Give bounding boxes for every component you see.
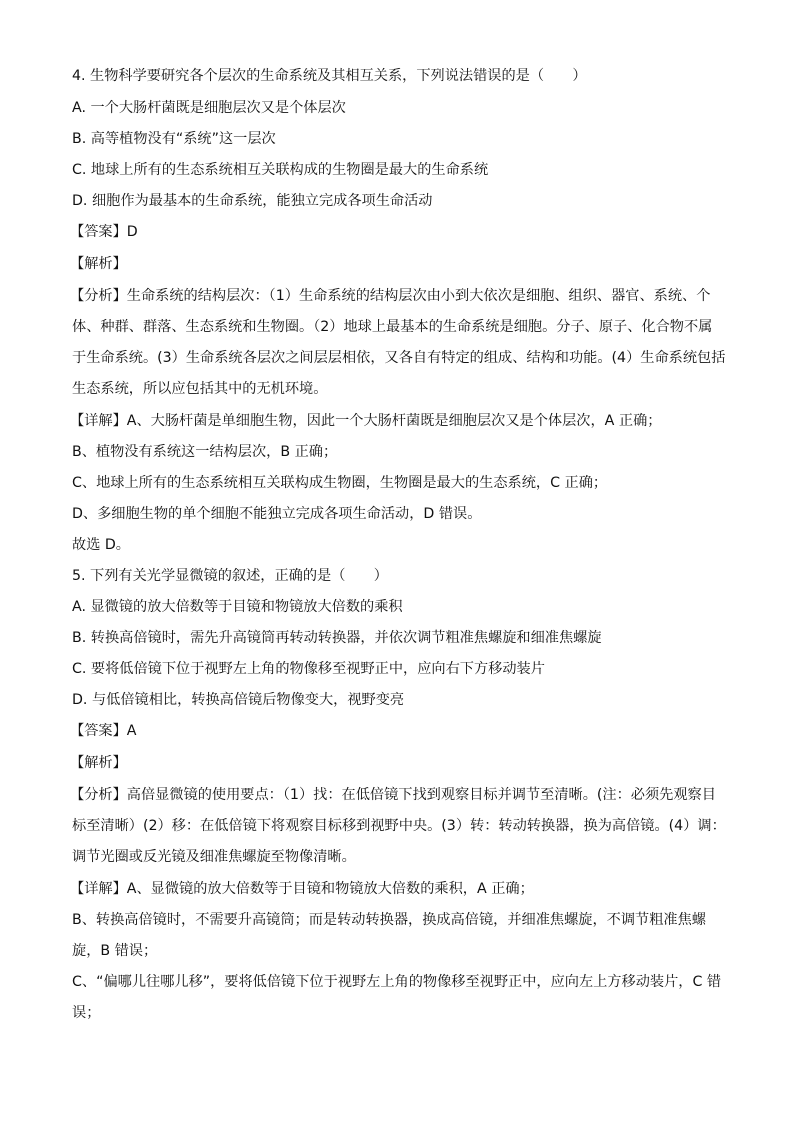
xiangjie-tag: 【详解】 (70, 413, 127, 429)
question-4-option-c: C. 地球上所有的生态系统相互关联构成的生物圈是最大的生命系统 (72, 162, 489, 178)
fenxi-tag: 【分析】 (70, 288, 127, 304)
question-5-xiangjie-line-1 (70, 879, 734, 899)
question-5-option-a: A. 显微镜的放大倍数等于目镜和物镜放大倍数的乘积 (72, 599, 403, 615)
question-4-option-b: B. 高等植物没有“系统”这一层次 (72, 131, 276, 147)
question-4-fenxi-line-1 (70, 286, 734, 306)
fenxi-text: 高倍显微镜的使用要点：（1）找：在低倍镜下找到观察目标并调节至清晰。(注：必须先观察目 (126, 787, 716, 803)
answer-tag: 【答案】 (70, 723, 127, 739)
xiangjie-text: A、大肠杆菌是单细胞生物，因此一个大肠杆菌既是细胞层次又是个体层次，A 正确； (126, 413, 662, 429)
question-5-xiangjie-line-2: B、转换高倍镜时，不需要升高镜筒；而是转动转换器，换成高倍镜，并细准焦螺旋，不调节粗准焦螺 (72, 912, 706, 928)
question-4-option-a: A. 一个大肠杆菌既是细胞层次又是个体层次 (72, 100, 346, 116)
question-4-xiangjie-line-2: B、植物没有系统这一结构层次，B 正确； (72, 444, 338, 460)
question-4-xiangjie-line-3: C、地球上所有的生态系统相互关联构成生物圈，生物圈是最大的生态系统，C 正确； (72, 475, 608, 491)
xiangjie-tag: 【详解】 (70, 881, 127, 897)
fenxi-text: 生命系统的结构层次：（1）生命系统的结构层次由小到大依次是细胞、组织、器官、系统、个 (126, 288, 711, 304)
answer-value: D (126, 224, 138, 240)
question-4-conclusion: 故选 D。 (72, 537, 130, 553)
question-5-option-d: D. 与低倍镜相比，转换高倍镜后物像变大，视野变亮 (72, 692, 405, 708)
question-5-fenxi-line-1 (70, 785, 734, 805)
question-4-fenxi-line-3: 于生命系统。(3）生命系统各层次之间层层相依，又各自有特定的组成、结构和功能。(4）生命系统包括 (72, 350, 726, 366)
answer-value: A (126, 723, 137, 739)
question-5-fenxi-line-2: 标至清晰）(2）移：在低倍镜下将观察目标移到视野中央。(3）转：转动转换器，换为高倍镜。(4）调： (72, 818, 726, 834)
question-4-xiangjie-line-4: D、多细胞生物的单个细胞不能独立完成各项生命活动，D 错误。 (72, 506, 482, 522)
question-5-analysis-tag: 【解析】 (70, 755, 127, 771)
xiangjie-text: A、显微镜的放大倍数等于目镜和物镜放大倍数的乘积，A 正确； (126, 881, 534, 897)
question-5-option-c: C. 要将低倍镜下位于视野左上角的物像移至视野正中，应向右下方移动装片 (72, 661, 545, 677)
fenxi-tag: 【分析】 (70, 787, 127, 803)
question-4-analysis-tag: 【解析】 (70, 256, 127, 272)
question-4-fenxi-line-2: 体、种群、群落、生态系统和生物圈。（2）地球上最基本的生命系统是细胞。分子、原子、化合物不属 (72, 319, 713, 335)
question-5-option-b: B. 转换高倍镜时，需先升高镜筒再转动转换器，并依次调节粗准焦螺旋和细准焦螺旋 (72, 630, 602, 646)
question-4-xiangjie-line-1 (70, 411, 734, 431)
answer-tag: 【答案】 (70, 224, 127, 240)
question-4-answer (70, 222, 734, 242)
question-4-option-d: D. 细胞作为最基本的生命系统，能独立完成各项生命活动 (72, 193, 433, 209)
question-5-fenxi-line-3: 调节光圈或反光镜及细准焦螺旋至物像清晰。 (72, 849, 356, 865)
question-4-stem: 4. 生物科学要研究各个层次的生命系统及其相互关系，下列说法错误的是（ ） (72, 68, 587, 84)
question-5-answer (70, 721, 734, 741)
question-4-fenxi-line-4: 生态系统，所以应包括其中的无机环境。 (72, 381, 328, 397)
question-5-xiangjie-line-3: 旋，B 错误； (72, 943, 158, 959)
question-5-xiangjie-line-4: C、“偏哪儿往哪儿移”，要将低倍镜下位于视野左上角的物像移至视野正中，应向左上方移动装片，C 错 (72, 974, 722, 990)
question-5-xiangjie-line-5: 误； (72, 1005, 101, 1021)
question-5-stem: 5. 下列有关光学显微镜的叙述，正确的是（ ） (72, 568, 388, 584)
